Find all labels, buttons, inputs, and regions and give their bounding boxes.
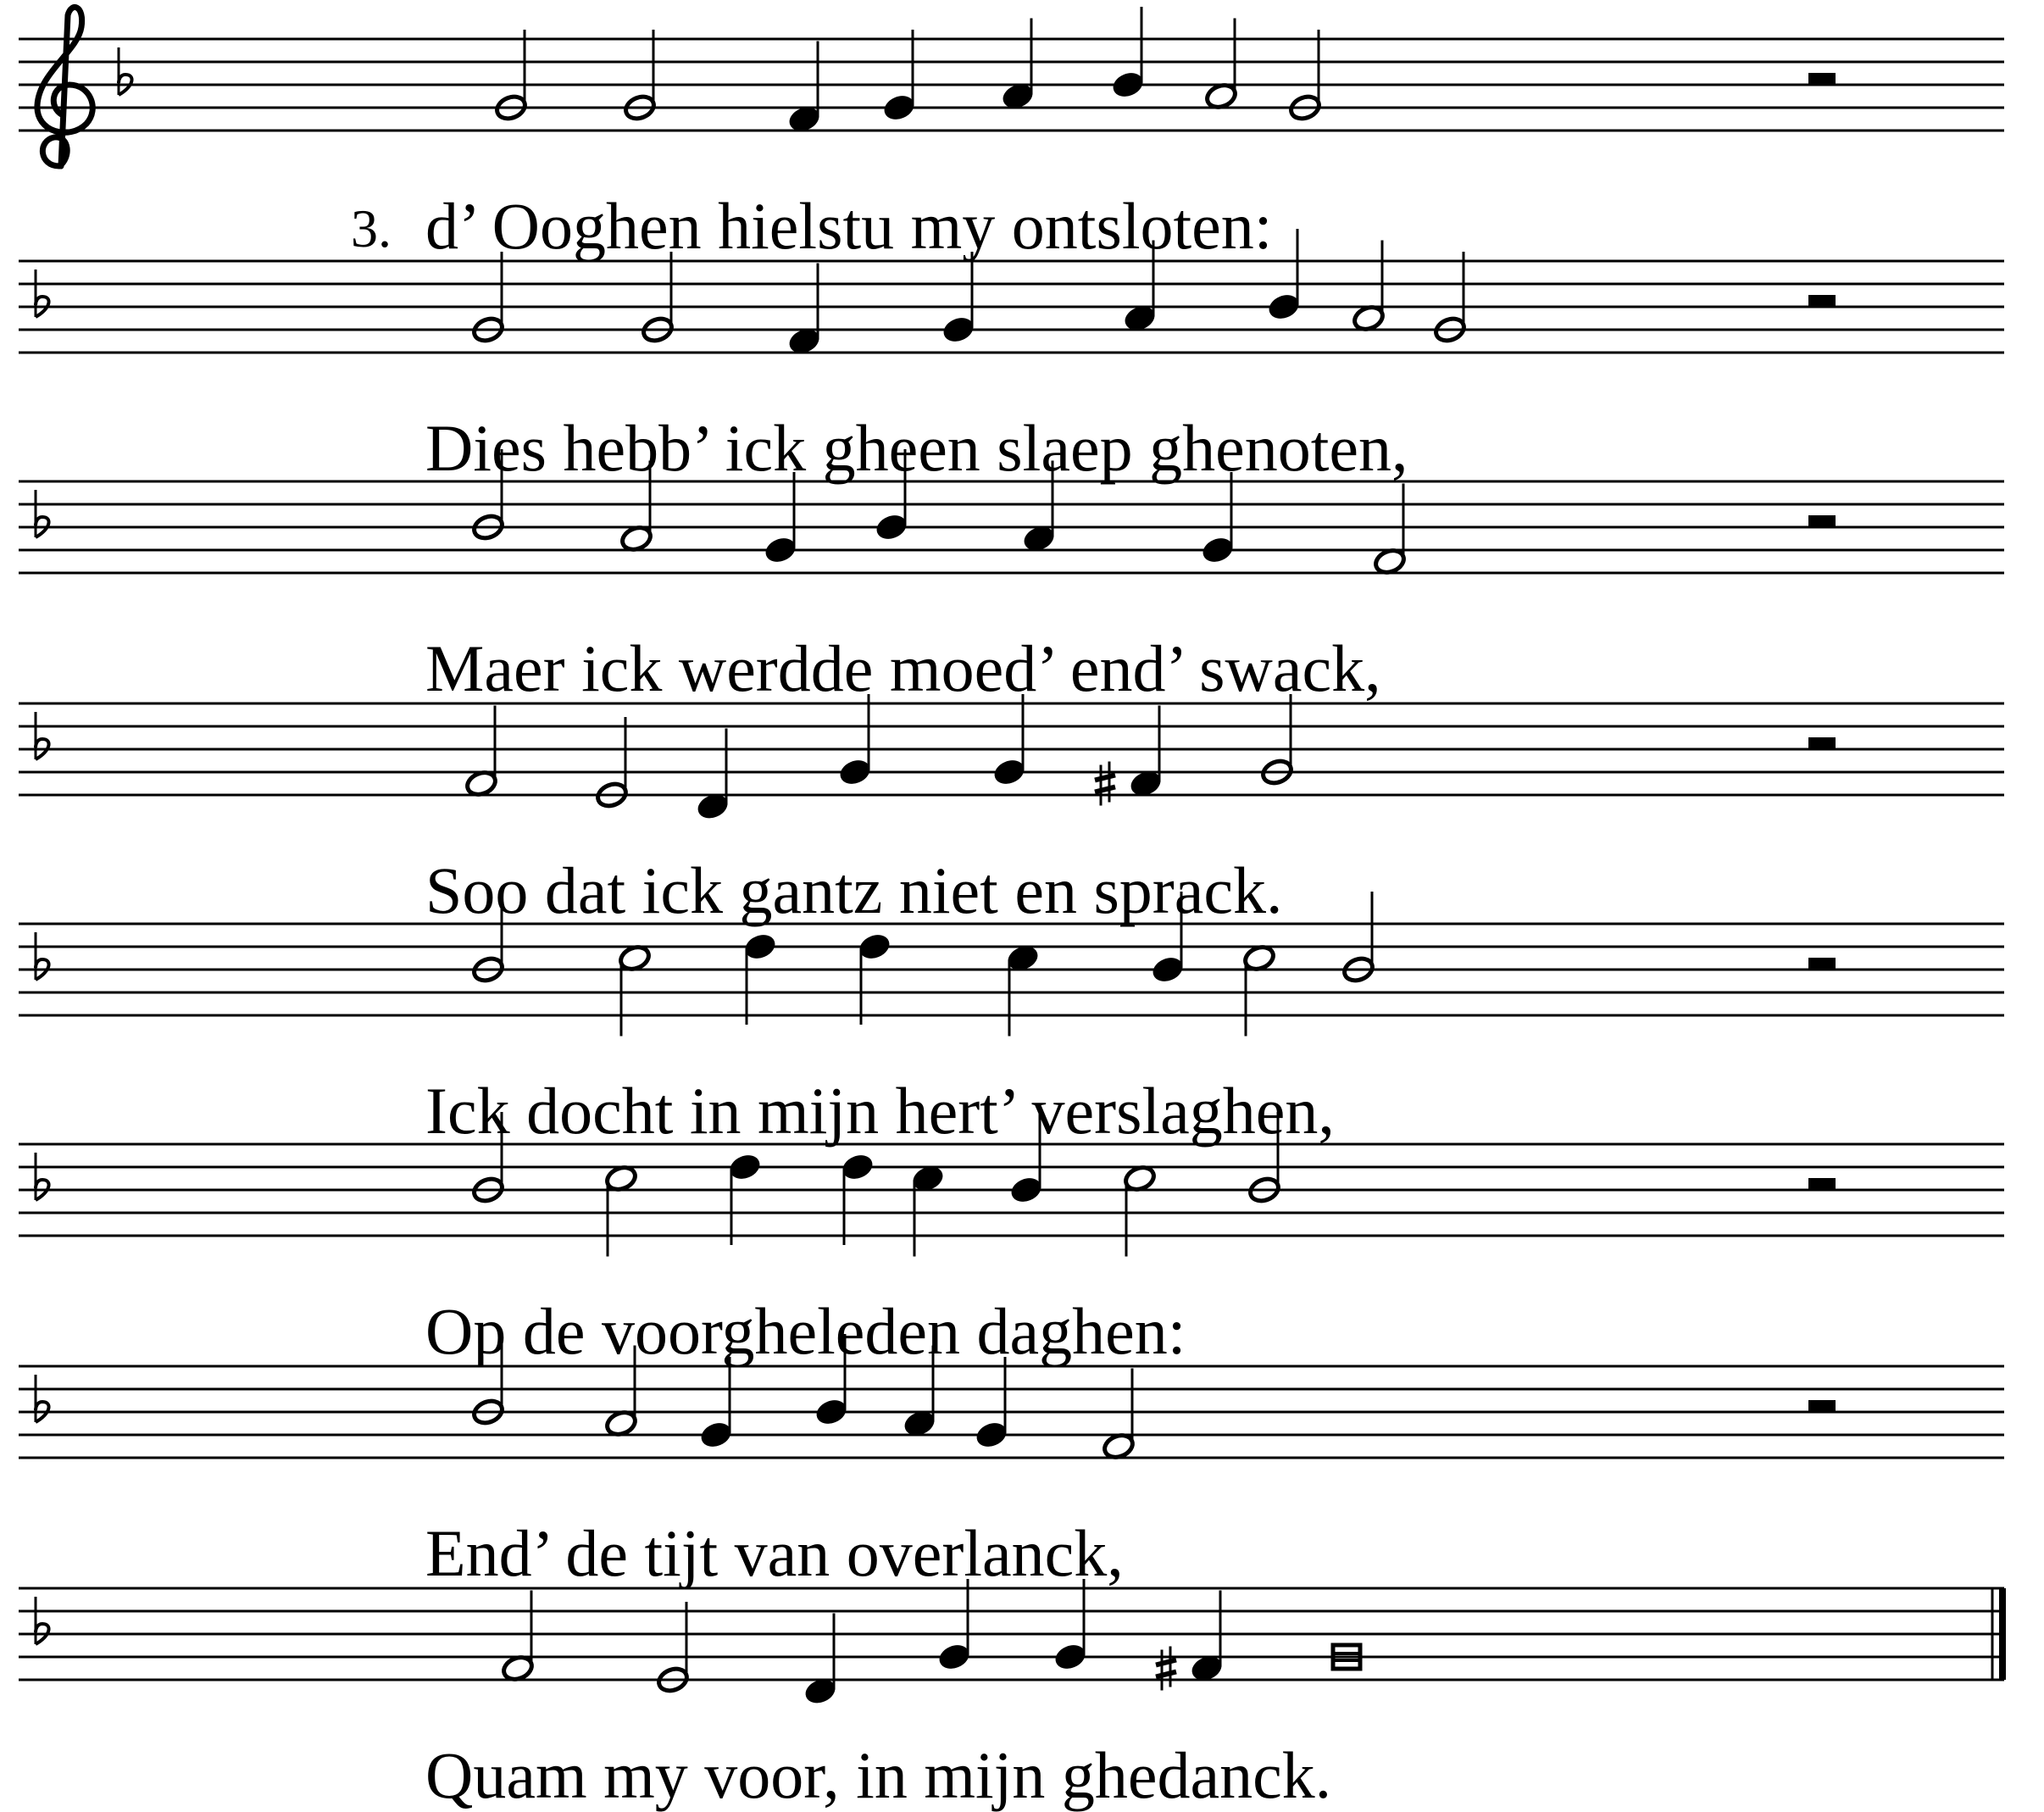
note-F4-half bbox=[464, 706, 499, 798]
staff-system bbox=[19, 694, 2004, 821]
half-rest bbox=[1808, 515, 1836, 527]
note-D4-quarter bbox=[803, 1614, 838, 1706]
note-C5-half bbox=[604, 1164, 639, 1256]
note-C5-half bbox=[1242, 943, 1277, 1036]
half-rest bbox=[1808, 73, 1836, 85]
note-G4-quarter bbox=[992, 694, 1027, 786]
sharp-accidental bbox=[1156, 1647, 1176, 1691]
note-A4-quarter bbox=[1001, 19, 1036, 111]
lyric-line: Ick docht in mijn hert’ verslaghen, bbox=[425, 1074, 1335, 1148]
note-A4-half bbox=[1352, 241, 1386, 333]
note-F4-half bbox=[1373, 484, 1408, 576]
note-G4-quarter bbox=[975, 1357, 1009, 1449]
note-D5-quarter bbox=[728, 1153, 763, 1245]
treble-clef bbox=[37, 8, 92, 166]
note-F4-half bbox=[1102, 1369, 1136, 1461]
note-Bb4-quarter bbox=[1111, 7, 1146, 99]
note-Fsharp4-quarter bbox=[1156, 1591, 1224, 1691]
lyric-line: Soo dat ick gantz niet en sprack. bbox=[425, 853, 1283, 927]
note-C5-half bbox=[1123, 1164, 1158, 1256]
note-D4-quarter bbox=[696, 729, 730, 821]
note-A4-half bbox=[1204, 19, 1239, 111]
note-F4-half bbox=[501, 1591, 536, 1683]
lyric-line: End’ de tijt van overlanck, bbox=[425, 1516, 1124, 1590]
note-G4-quarter bbox=[699, 1357, 734, 1449]
sharp-accidental bbox=[1095, 762, 1115, 806]
note-G4-quarter bbox=[764, 472, 798, 564]
lyric-line: Quam my voor, in mijn ghedanck. bbox=[425, 1738, 1332, 1812]
lyric-line: Dies hebb’ ick gheen slaep ghenoten, bbox=[425, 411, 1408, 485]
lyric-line: d’ Ooghen hielstu my ontsloten: bbox=[425, 189, 1273, 263]
half-rest bbox=[1808, 737, 1836, 749]
note-G4-quarter bbox=[937, 1579, 972, 1671]
half-rest bbox=[1808, 958, 1836, 970]
half-rest bbox=[1808, 1400, 1836, 1412]
note-C5-quarter bbox=[1006, 943, 1041, 1036]
half-rest bbox=[1808, 295, 1836, 307]
note-G4-quarter bbox=[838, 694, 873, 786]
half-rest bbox=[1808, 1178, 1836, 1190]
note-G4-quarter bbox=[941, 252, 976, 344]
note-D5-quarter bbox=[841, 1153, 875, 1245]
note-G4-quarter bbox=[882, 30, 917, 122]
lyric-line: Op de voorgheleden daghen: bbox=[425, 1294, 1186, 1368]
staff-system bbox=[19, 7, 2004, 166]
note-F4-quarter bbox=[787, 264, 822, 356]
note-D5-quarter bbox=[858, 932, 892, 1025]
note-C5-half bbox=[618, 943, 653, 1036]
verse-number: 3. bbox=[351, 198, 392, 258]
note-C5-quarter bbox=[911, 1164, 946, 1256]
note-F4-quarter bbox=[787, 42, 822, 134]
note-G4-quarter bbox=[1053, 1579, 1088, 1671]
staff-system bbox=[19, 1579, 2006, 1706]
note-D5-quarter bbox=[743, 932, 778, 1025]
lyric-line: Maer ick werdde moed’ end’ swack, bbox=[425, 631, 1381, 705]
note-G4-quarter bbox=[1201, 472, 1236, 564]
note-Fsharp4-quarter bbox=[1095, 706, 1163, 806]
